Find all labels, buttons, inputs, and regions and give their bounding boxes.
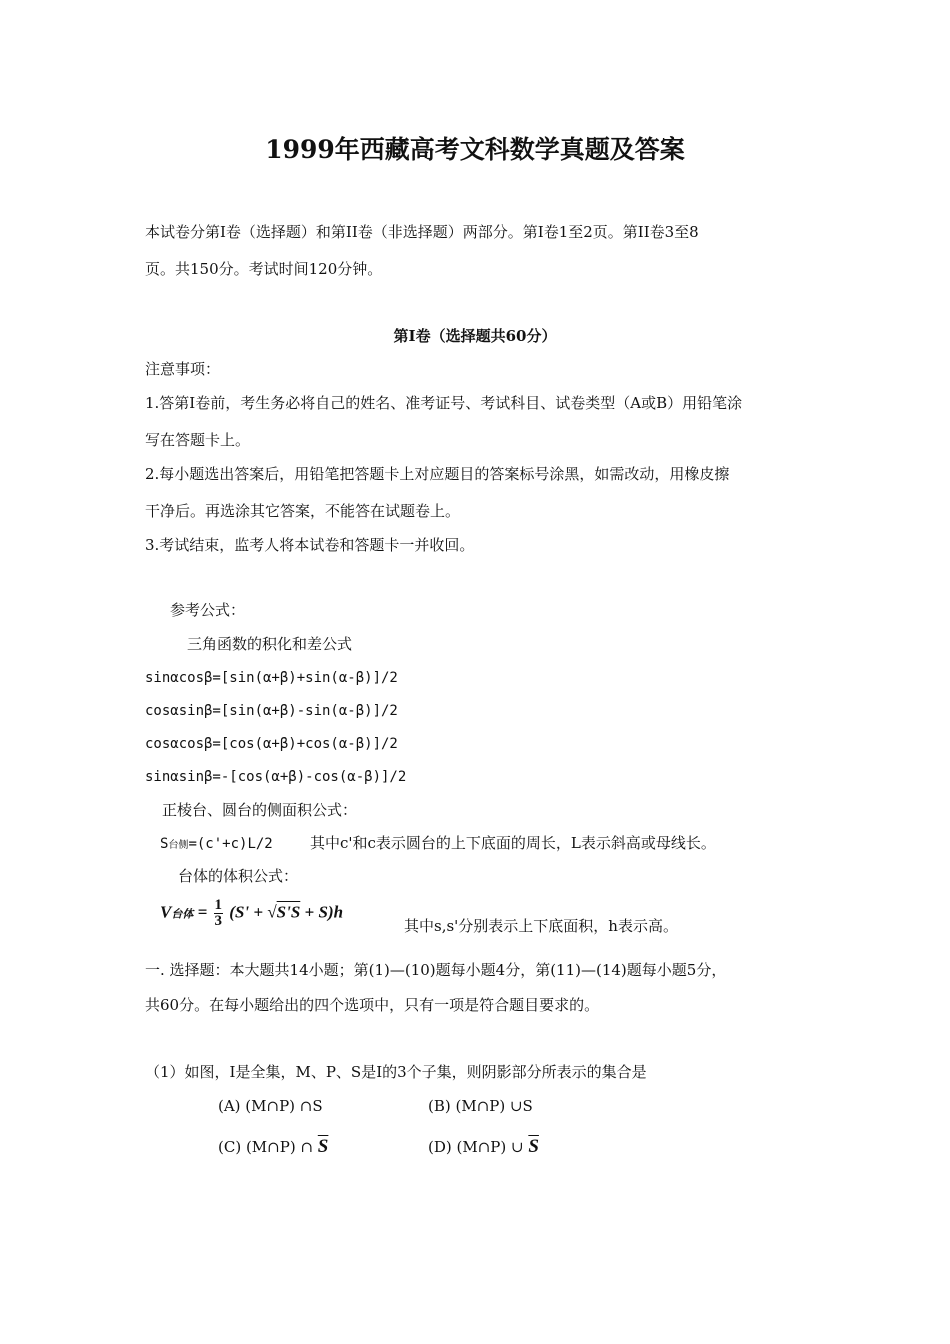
note-line: 干净后。再选涂其它答案，不能答在试题卷上。	[145, 502, 461, 520]
sqrt-radicand: S'S	[276, 902, 301, 922]
trig-heading: 三角函数的积化和差公式	[187, 635, 353, 653]
fraction-denominator: 3	[214, 913, 223, 929]
volume-V: V	[160, 902, 172, 922]
option-d-text: (D) (M∩P) ∪	[428, 1138, 524, 1156]
trig-formula: cosαsinβ=[sin(α+β)-sin(α-β)]/2	[145, 703, 398, 719]
sqrt-sign: √	[267, 902, 277, 922]
lateral-expression: =(c'+c)L/2	[188, 836, 273, 852]
volume-equals: =	[193, 902, 212, 922]
volume-formula	[160, 898, 343, 938]
trig-formula: cosαcosβ=[cos(α+β)+cos(α-β)]/2	[145, 736, 398, 752]
section-heading: 第Ⅰ卷（选择题共60分）	[393, 327, 557, 345]
volume-open: (S' +	[229, 902, 268, 922]
question-1-stem: （1）如图，I是全集，M、P、S是I的3个子集，则阴影部分所表示的集合是	[145, 1063, 647, 1081]
notes-heading: 注意事项：	[145, 360, 221, 378]
one-third-fraction	[214, 898, 224, 929]
note-line: 3.考试结束，监考人将本试卷和答题卡一并收回。	[145, 536, 475, 554]
volume-close: + S)h	[300, 902, 344, 922]
part1-instructions-line-1: 一. 选择题：本大题共14小题；第(1)—(10)题每小题4分，第(11)—(14)题每小题5分，	[145, 961, 727, 979]
option-c	[218, 1137, 328, 1157]
s-complement-symbol: $\overline{S}$	[528, 1136, 539, 1157]
part1-instructions-line-2: 共60分。在每小题给出的四个选项中，只有一项是符合题目要求的。	[145, 996, 600, 1014]
s-complement-symbol: $\overline{S}$	[317, 1136, 329, 1157]
lateral-area-note: 其中c'和c表示圆台的上下底面的周长，L表示斜高或母线长。	[310, 834, 716, 852]
note-line: 1.答第Ⅰ卷前，考生务必将自己的姓名、准考证号、考试科目、试卷类型（A或B）用铅笔涂	[145, 394, 743, 412]
lateral-area-heading: 正棱台、圆台的侧面积公式：	[162, 801, 358, 819]
reference-heading: 参考公式：	[170, 601, 246, 619]
option-a: (A) (M∩P) ∩S	[218, 1097, 323, 1115]
lateral-S: S	[160, 836, 169, 852]
volume-heading: 台体的体积公式：	[178, 867, 299, 885]
page-title: 1999年西藏高考文科数学真题及答案	[265, 135, 685, 164]
lateral-area-formula	[160, 833, 273, 856]
intro-line-1: 本试卷分第Ⅰ卷（选择题）和第II卷（非选择题）两部分。第Ⅰ卷1至2页。第II卷3至8	[145, 223, 699, 241]
lateral-subscript: 台侧	[168, 840, 189, 851]
option-c-text: (C) (M∩P) ∩	[218, 1138, 314, 1156]
intro-line-2: 页。共150分。考试时间120分钟。	[145, 260, 383, 278]
option-b: (B) (M∩P) ∪S	[428, 1097, 533, 1115]
note-line: 2.每小题选出答案后，用铅笔把答题卡上对应题目的答案标号涂黑，如需改动，用橡皮擦	[145, 465, 730, 483]
fraction-numerator: 1	[214, 897, 223, 913]
option-d	[428, 1137, 539, 1157]
trig-formula: sinαsinβ=-[cos(α+β)-cos(α-β)]/2	[145, 769, 407, 785]
volume-subscript: 台体	[171, 908, 194, 921]
trig-formula: sinαcosβ=[sin(α+β)+sin(α-β)]/2	[145, 670, 398, 686]
note-line: 写在答题卡上。	[145, 431, 251, 449]
volume-note: 其中s,s'分别表示上下底面积，h表示高。	[404, 917, 678, 935]
